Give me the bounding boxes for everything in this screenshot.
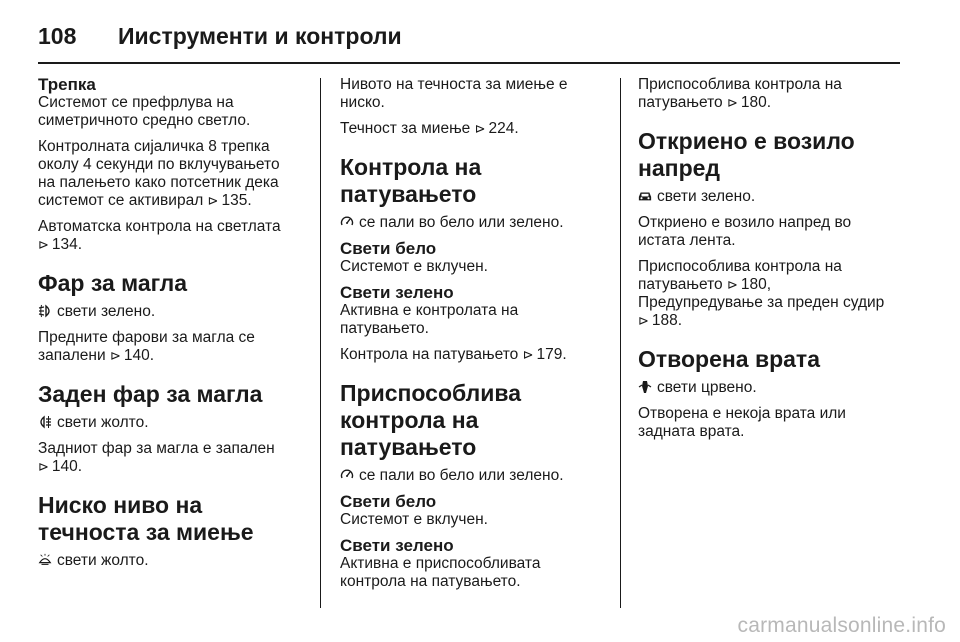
para-rear-fog-2: Задниот фар за магла е запален ⊳ 140. (38, 440, 275, 475)
washer-fluid-icon (38, 553, 52, 567)
column-divider-1 (320, 78, 321, 608)
para-door-2: Отворена е некоја врата или задната врата. (638, 405, 846, 440)
heading-lit-green-2: Свети зелено (340, 536, 454, 555)
page-ref-arrow-icon: ⊳ (522, 347, 534, 362)
vehicle-ahead-icon (638, 189, 652, 203)
para-washer-1: свети жолто. (38, 552, 300, 570)
para-blink-2: Контролната сијаличка 8 трепка околу 4 секунди по вклучувањето на палењето како потсетник дека системот се активирал ⊳ 135. (38, 138, 280, 209)
para-door-1: свети црвено. (638, 379, 900, 397)
page-ref-arrow-icon: ⊳ (726, 277, 738, 292)
heading-cruise-control: Контрола на патувањето (340, 154, 482, 207)
heading-blink: Трепка (38, 75, 96, 94)
front-fog-light-icon (38, 304, 52, 318)
column-divider-2 (620, 78, 621, 608)
para-vehicle-3: Приспособлива контрола на патувањето ⊳ 180, Предупредување за преден судир ⊳ 188. (638, 258, 885, 329)
rear-fog-light-icon (38, 415, 52, 429)
para-washer-3: Течност за миење ⊳ 224. (340, 120, 519, 137)
para-rear-fog-1: свети жолто. (38, 414, 300, 432)
para-washer-2: Нивото на течноста за миење е ниско. (340, 76, 568, 111)
heading-fog-light: Фар за магла (38, 270, 188, 296)
watermark: carmanualsonline.info (737, 614, 946, 637)
heading-rear-fog-light: Заден фар за магла (38, 381, 263, 407)
heading-door-open: Отворена врата (638, 346, 820, 372)
para-vehicle-2: Откриено е возило напред во истата лента. (638, 214, 852, 249)
header-rule (38, 62, 900, 64)
heading-washer-fluid: Ниско ниво на течноста за миење (38, 492, 254, 545)
door-open-icon (638, 380, 652, 394)
page-ref-arrow-icon: ⊳ (38, 237, 49, 252)
page-ref-arrow-icon: ⊳ (638, 313, 649, 328)
page-ref-arrow-icon: ⊳ (726, 95, 738, 110)
para-acc-2: Приспособлива контрола на патувањето ⊳ 180. (638, 76, 842, 111)
para-lit-white-2: Системот е вклучен. (340, 511, 488, 528)
page-number: 108 (38, 22, 77, 49)
column-3 (638, 76, 900, 449)
heading-vehicle-ahead: Откриено е возило напред (638, 128, 855, 181)
para-fog-1: свети зелено. (38, 303, 300, 321)
para-lit-white: Системот е вклучен. (340, 258, 488, 275)
para-lit-green-2: Активна е приспособливата контрола на патувањето. (340, 555, 541, 590)
para-auto-light: Автоматска контрола на светлата ⊳ 134. (38, 218, 281, 253)
para-vehicle-1: свети зелено. (638, 188, 900, 206)
heading-lit-white: Свети бело (340, 239, 437, 258)
page-ref-arrow-icon: ⊳ (207, 193, 219, 208)
page-ref-arrow-icon: ⊳ (109, 348, 121, 363)
para-blink-1: Системот се префрлува на симетричното средно светло. (38, 94, 251, 129)
page-ref-arrow-icon: ⊳ (38, 459, 49, 474)
column-2 (340, 76, 602, 599)
cruise-control-icon (340, 468, 354, 482)
para-fog-2: Предните фарови за магла се запалени ⊳ 140. (38, 329, 255, 364)
heading-adaptive-cruise: Приспособлива контрола на патувањето (340, 380, 522, 460)
para-cruise-2: Контрола на патувањето ⊳ 179. (340, 346, 567, 363)
page-header (38, 14, 900, 58)
column-1 (38, 76, 300, 578)
cruise-control-icon (340, 215, 354, 229)
heading-lit-green: Свети зелено (340, 283, 454, 302)
para-acc-1: се пали во бело или зелено. (340, 467, 602, 485)
page-title: Ииструменти и контроли (118, 22, 402, 49)
heading-lit-white-2: Свети бело (340, 492, 437, 511)
page-ref-arrow-icon: ⊳ (474, 121, 486, 136)
para-lit-green: Активна е контролата на патувањето. (340, 302, 519, 337)
para-cruise-1: се пали во бело или зелено. (340, 214, 602, 232)
